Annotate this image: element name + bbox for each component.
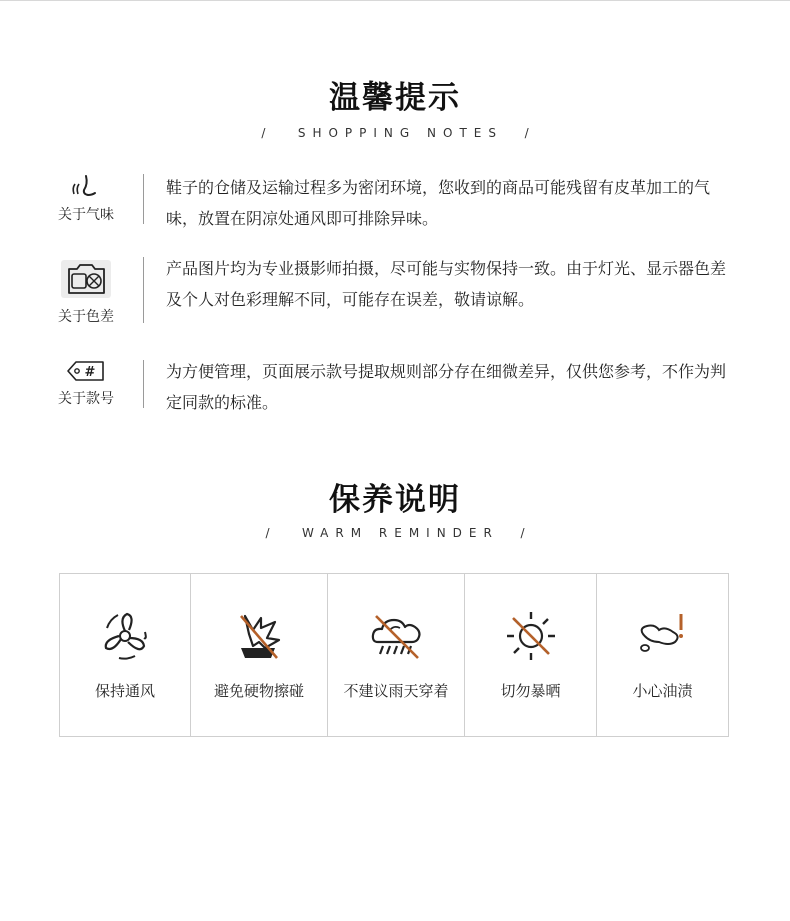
note-label-color: 关于色差 [58,309,114,325]
care-subtitle [0,526,790,540]
note-divider [143,257,144,323]
care-label-no-rain: 不建议雨天穿着 [343,682,449,700]
note-text-sku: 为方便管理，页面展示款号提取规则部分存在细微差异，仅供您参考，不作为判定同款的标准。 [166,362,727,412]
note-color [40,253,760,325]
care-label-no-scrape: 避免硬物擦碰 [213,682,304,700]
nose-icon [54,172,118,198]
care-item-no-sun [465,574,597,736]
care-item-no-scrape [191,574,328,736]
care-item-oil [597,574,728,736]
care-label-oil: 小心油渍 [632,682,693,700]
note-divider [143,360,144,408]
note-divider [143,174,144,224]
note-label-smell: 关于气味 [58,207,114,223]
fan-icon [97,608,153,664]
notes-title: 温馨提示 [329,80,461,116]
care-item-no-rain [328,574,465,736]
note-text-smell: 鞋子的仓储及运输过程多为密闭环境，您收到的商品可能残留有皮革加工的气味，放置在阴凉处通风即可排除异味。 [166,178,711,228]
no-sun-icon [503,608,559,664]
subtitle-slash-right: / [524,126,529,140]
tag-hash-symbol: # [84,365,96,380]
care-grid [59,573,729,737]
top-divider [0,0,790,1]
note-smell [40,172,760,232]
care-title: 保养说明 [329,482,461,518]
care-label-ventilate: 保持通风 [94,682,155,700]
care-label-no-sun: 切勿暴晒 [500,682,561,700]
note-label-sku: 关于款号 [58,391,114,407]
camera-icon [54,259,118,299]
care-subtitle-text: WARM REMINDER [301,526,499,540]
tag-icon [54,360,118,382]
note-sku [40,356,760,412]
no-rain-icon [368,608,424,664]
oil-stain-icon [635,608,691,664]
care-item-ventilate [60,574,191,736]
subtitle-slash-left: / [265,526,270,540]
notes-subtitle-text: SHOPPING NOTES [297,126,503,140]
no-scrape-icon [231,608,287,664]
subtitle-slash-left: / [261,126,266,140]
notes-subtitle [0,126,790,140]
note-text-color: 产品图片均为专业摄影师拍摄，尽可能与实物保持一致。由于灯光、显示器色差及个人对色彩理解不同，可能存在误差，敬请谅解。 [166,259,727,309]
subtitle-slash-right: / [520,526,525,540]
